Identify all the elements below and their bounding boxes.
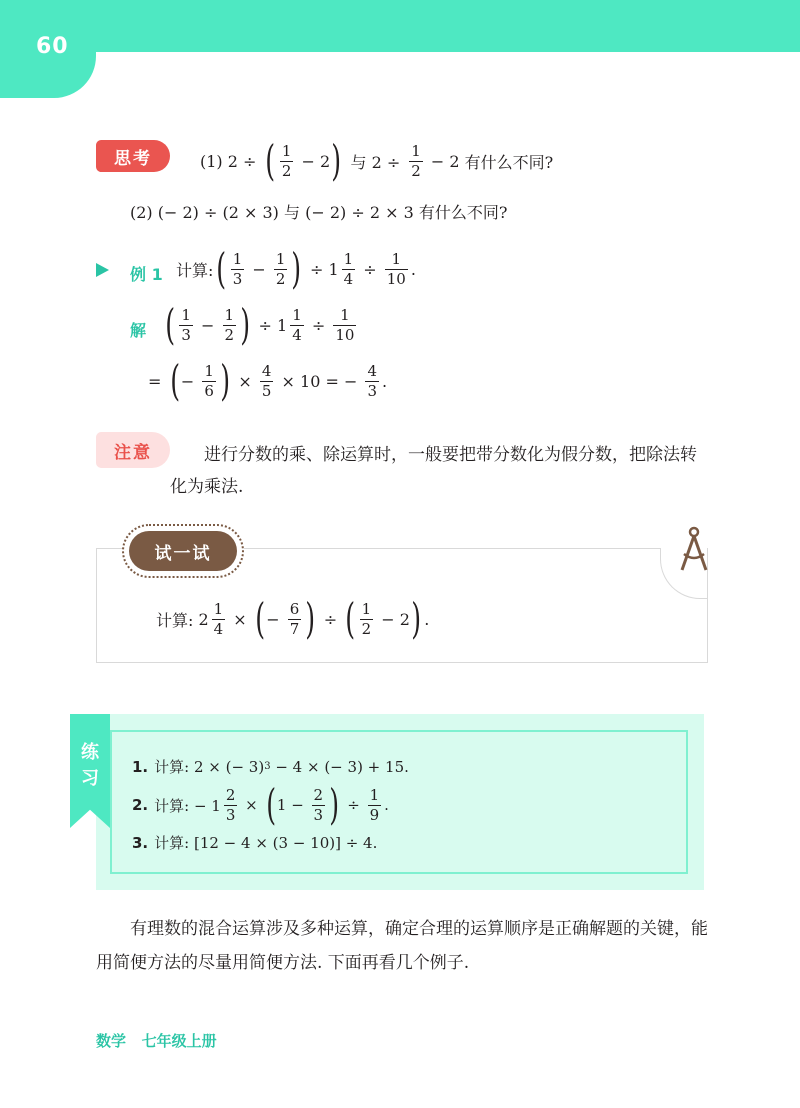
practice-item-3: 3. 计算: [12 − 4 × (3 − 10)] ÷ 4. bbox=[132, 833, 378, 852]
footer-book-title: 数学 七年级上册 bbox=[96, 1032, 217, 1050]
solution-line-1: ( $\frac{1}{3}$ − $\frac{1}{2}$ ) ÷ 1 $\frac{1}{4}$ ÷ $\frac{1}{10}$ bbox=[162, 304, 359, 346]
think-question-2: (2) (− 2) ÷ (2 × 3) 与 (− 2) ÷ 2 × 3 有什么不同? bbox=[130, 203, 508, 222]
solution-line-2: = ( − $\frac{1}{6}$ ) × $\frac{4}{5}$ × 10 = − $\frac{4}{3}$ . bbox=[148, 360, 387, 402]
example-problem: 计算: ( $\frac{1}{3}$ − $\frac{1}{2}$ ) ÷ 1 $\frac{1}{4}$ ÷ $\frac{1}{10}$ . bbox=[176, 248, 416, 290]
example-arrow-icon bbox=[96, 263, 109, 277]
solution-label: 解 bbox=[130, 321, 147, 340]
practice-label: 练 习 bbox=[81, 742, 99, 789]
header-band bbox=[0, 0, 800, 52]
note-text: 进行分数的乘、除运算时，一般要把带分数化为假分数，把除法转化为乘法. bbox=[170, 445, 697, 497]
practice-item-1: 1. 计算: 2 × (− 3) 3 − 4 × (− 3) + 15. bbox=[132, 757, 409, 776]
example-label: 例 1 bbox=[130, 265, 163, 284]
try-problem: 计算: 2 $\frac{1}{4}$ × ( − $\frac{6}{7}$ ) ÷ ( $\frac{1}{2}$ − 2 ) . bbox=[156, 598, 429, 640]
try-label bbox=[122, 524, 244, 578]
think-label: 思考 bbox=[96, 140, 170, 172]
compass-icon bbox=[676, 526, 712, 574]
page-number: 60 bbox=[36, 34, 69, 59]
note-label: 注意 bbox=[96, 432, 170, 468]
closing-paragraph: 有理数的混合运算涉及多种运算，确定合理的运算顺序是正确解题的关键，能用简便方法的尽量用简便方法. 下面再看几个例子. bbox=[96, 919, 708, 973]
try-label-text: 试一试 bbox=[129, 531, 237, 571]
practice-item-2: 2. 计算: − 1 $\frac{2}{3}$ × ( 1 − $\frac{2}{3}$ ) ÷ $\frac{1}{9}$ . bbox=[132, 784, 389, 826]
think-question-1: (1) 2 ÷ ( $\frac{1}{2}$ − 2 ) 与 2 ÷ $\frac{1}{2}$ − 2 有什么不同? bbox=[200, 140, 553, 182]
